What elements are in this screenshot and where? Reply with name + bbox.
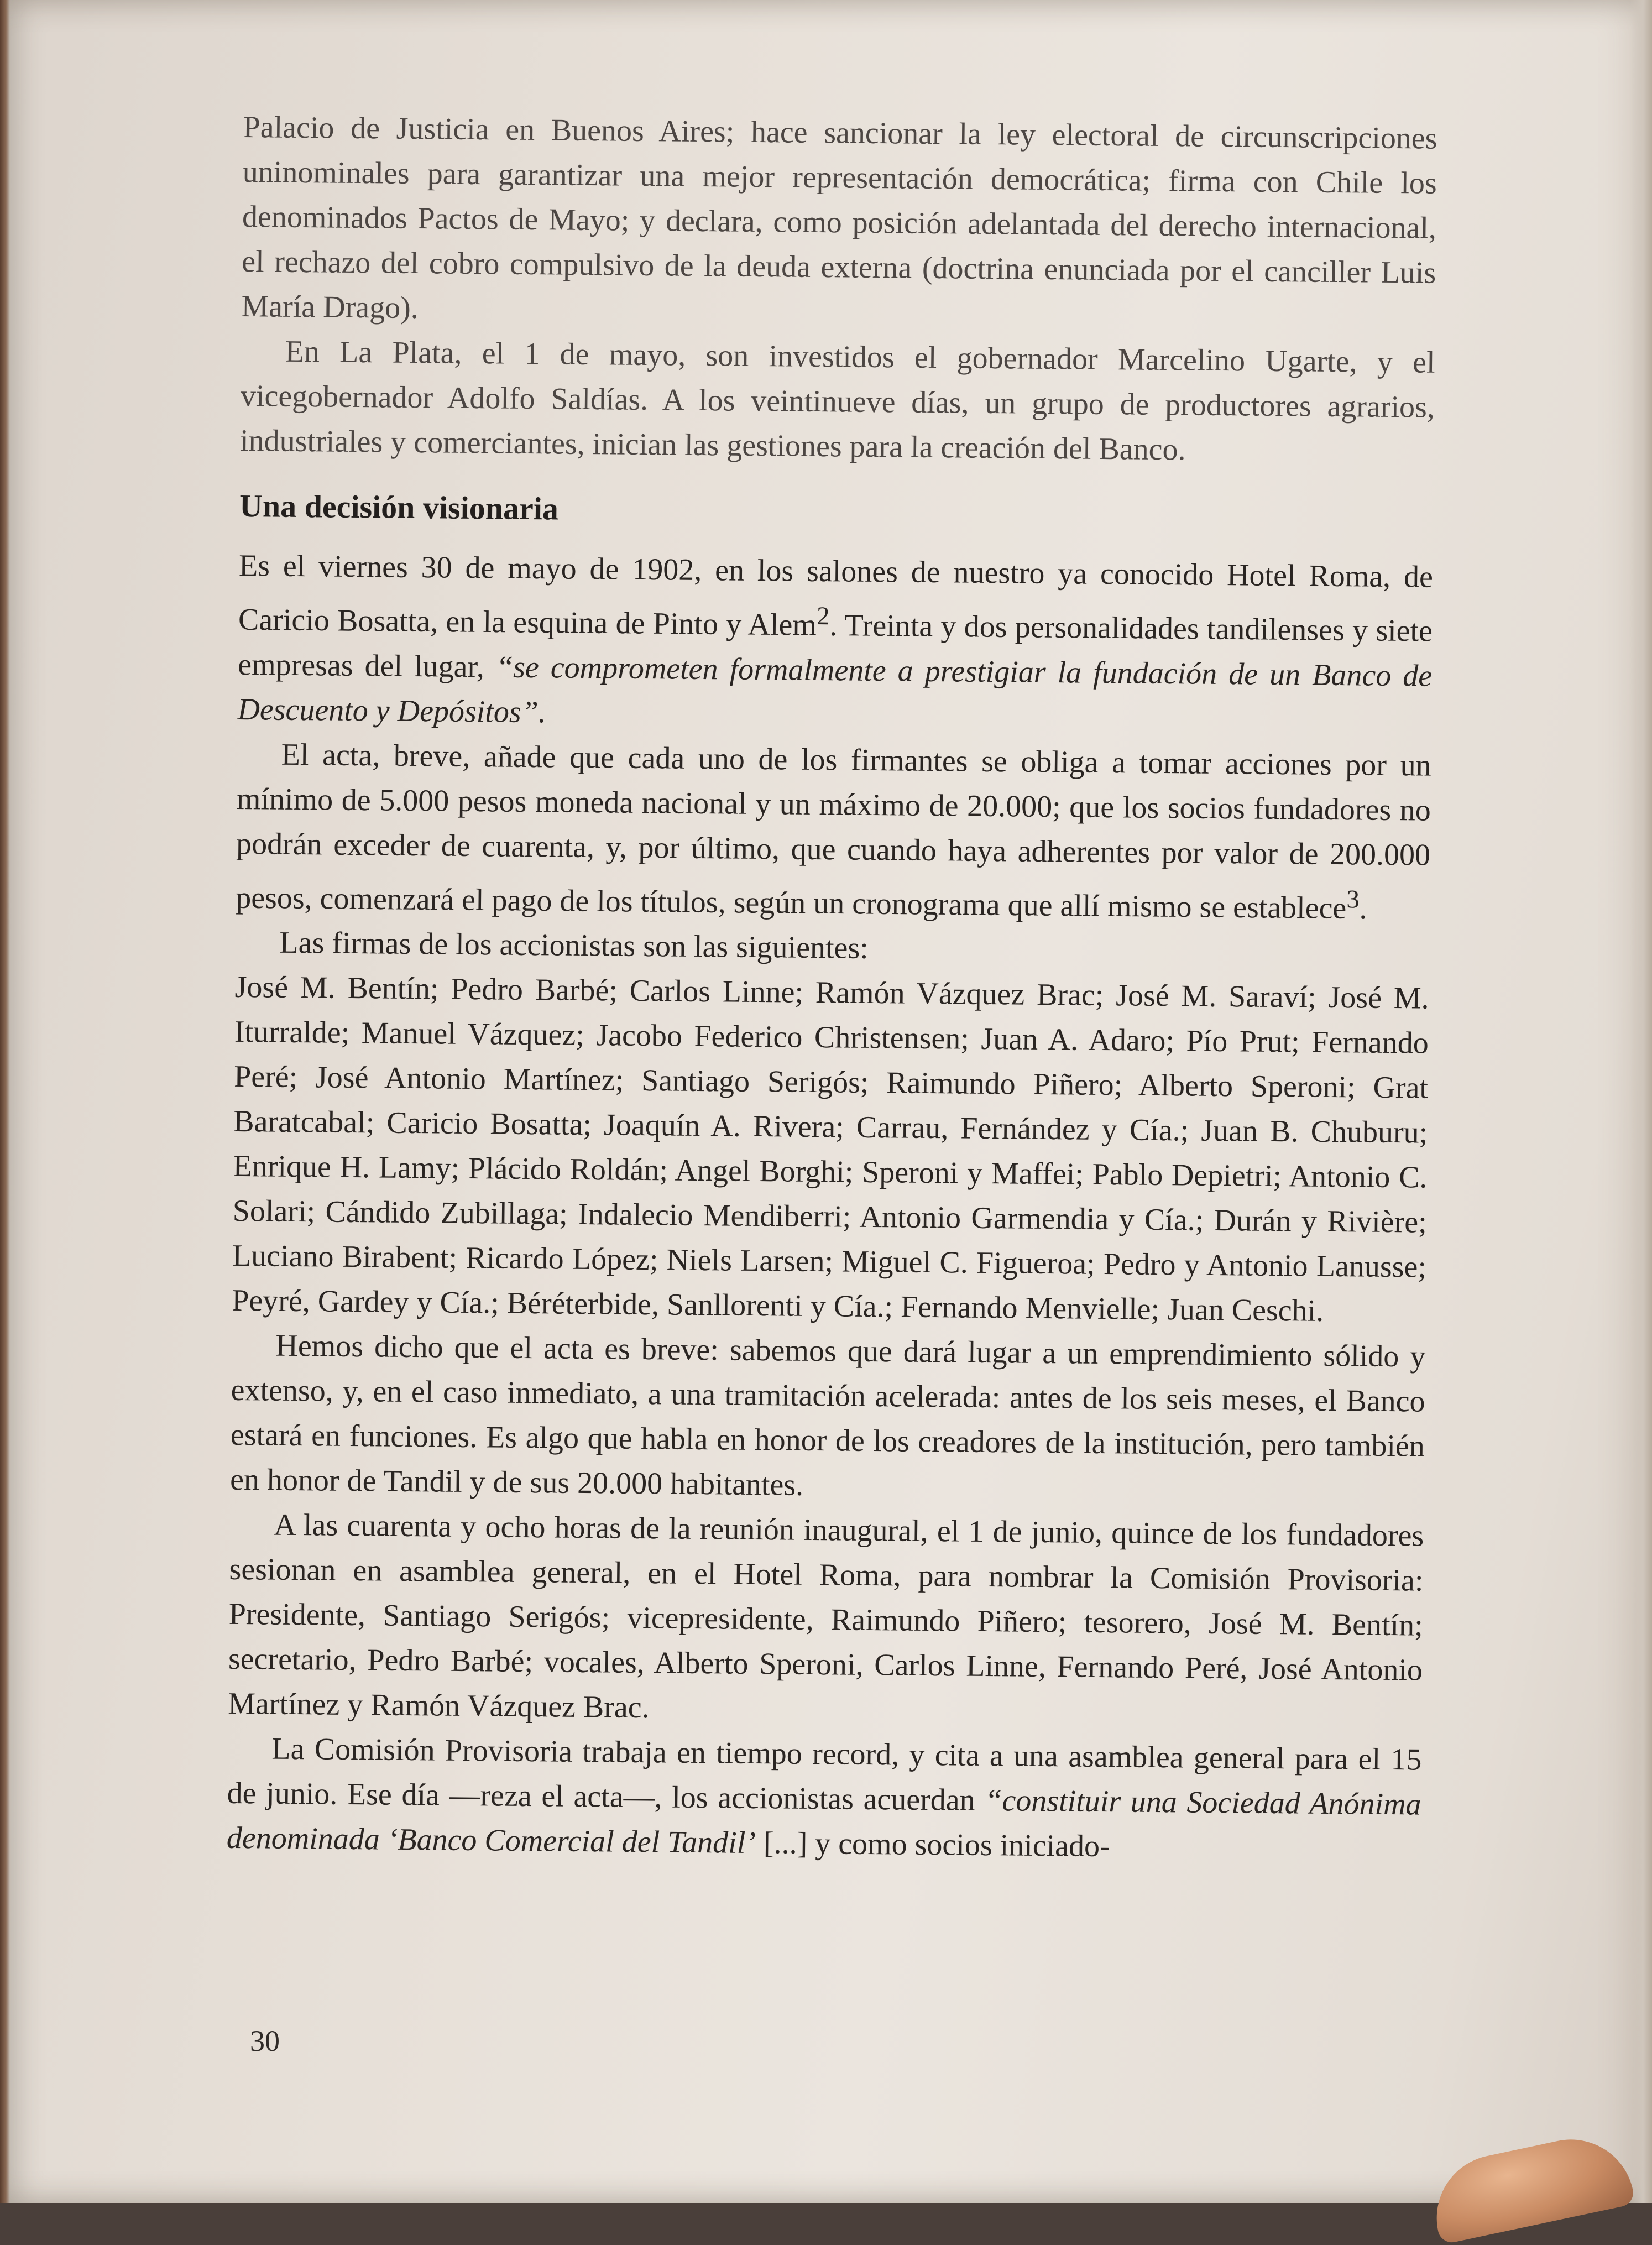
paragraph-asamblea: A las cuarenta y ocho horas de la reunión inaugural, el 1 de junio, quince de los fundadores sesionan en asamblea general, en el Hotel Roma, para nombrar la Comisión Provisoria: Presidente, Santiago Serigós; vicepresidente, Raimundo Piñero; tesorero, José M. Bentín; secretario, Pedro Barbé; vocales, Alberto Speroni, Carlos Linne, Fernando Peré, José Antonio Martínez y Ramón Vázquez Brac.: [227, 1507, 1424, 1725]
section-heading: Una decisión visionaria: [239, 487, 559, 527]
page-number: 30: [250, 2024, 280, 2058]
acta-text-a: El acta, breve, añade que cada uno de los firmantes se obliga a tomar acciones por un mínimo de 5.000 pesos moneda nacional y un máximo de 20.000; que los socios fundadores no podrán exceder de cuarenta, y, por último, que cuando haya adherentes por valor de 200.000 pesos, comenzará el pago de los títulos, según un cronograma que allí mismo se establece: [235, 737, 1431, 926]
paragraph-acta: [236, 732, 1431, 932]
founding-text-b: . Treinta y dos personalidades tandilenses y siete empresas del lugar,: [237, 608, 1433, 685]
page-edge: [1630, 0, 1652, 2203]
paragraph-acta-breve: Hemos dicho que el acta es breve: sabemos que dará lugar a un emprendimiento sólido y extenso, y, en el caso inmediato, a una tramitación acelerada: antes de los seis meses, el Banco estará en funciones. Es algo que habla en honor de los creadores de la institución, pero también en honor de Tandil y de sus 20.000 habitantes.: [229, 1328, 1426, 1503]
comision-text-b: [...] y como socios iniciado-: [755, 1826, 1110, 1864]
founding-text-a: Es el viernes 30 de mayo de 1902, en los salones de nuestro ya conocido Hotel Roma, de Caricio Bosatta, en la esquina de Pinto y Alem: [238, 548, 1434, 643]
paragraph-firmas-intro: Las firmas de los accionistas son las siguientes:: [279, 926, 869, 966]
body-text: [227, 105, 1437, 1872]
paragraph-founding: [237, 544, 1433, 743]
footnote-marker-3: 3: [1346, 884, 1360, 914]
footnote-marker-2: 2: [816, 601, 830, 631]
thumb: [1425, 2128, 1635, 2245]
founding-quote: “se comprometen formalmente a prestigiar la fundación de un Banco de Descuento y Depósitos”.: [237, 650, 1433, 729]
book-spine: [0, 0, 10, 2203]
comision-text-a: La Comisión Provisoria trabaja en tiempo record, y cita a una asamblea general para el 15 de junio. Ese día —reza el acta—, los accionistas acuerdan: [227, 1731, 1422, 1818]
paragraph-intro: Palacio de Justicia en Buenos Aires; hace sancionar la ley electoral de circunscripciones uninominales para garantizar una mejor representación democrática; firma con Chile los denominados Pactos de Mayo; y declara, como posición adelantada del derecho internacional, el rechazo del cobro compulsivo de la deuda externa (doctrina enunciada por el canciller Luis María Drago).: [241, 109, 1437, 326]
comision-quote: “constituir una Sociedad Anónima denominada ‘Banco Comercial del Tandil’: [226, 1783, 1421, 1861]
paragraph-la-plata: En La Plata, el 1 de mayo, son investidos el gobernador Marcelino Ugarte, y el vicegobernador Adolfo Saldías. A los veintinueve días, un grupo de productores agrarios, industriales y comerciantes, inician las gestiones para la creación del Banco.: [239, 334, 1435, 467]
shareholder-names-list: José M. Bentín; Pedro Barbé; Carlos Linne; Ramón Vázquez Brac; José M. Saraví; José M. Iturralde; Manuel Vázquez; Jacobo Federico Christensen; Juan A. Adaro; Pío Prut; Fernando Peré; José Antonio Martínez; Santiago Serigós; Raimundo Piñero; Alberto Speroni; Grat Baratcabal; Caricio Bosatta; Joaquín A. Rivera; Carrau, Fernández y Cía.; Juan B. Chuburu; Enrique H. Lamy; Plácido Roldán; Angel Borghi; Speroni y Maffei; Pablo Depietri; Antonio C. Solari; Cándido Zubillaga; Indalecio Mendiberri; Antonio Garmendia y Cía.; Durán y Rivière; Luciano Birabent; Ricardo López; Niels Larsen; Miguel C. Figueroa; Pedro y Antonio Lanusse; Peyré, Gardey y Cía.; Béréterbide, Sanllorenti y Cía.; Fernando Menvielle; Juan Ceschi.: [231, 970, 1429, 1329]
acta-text-b: .: [1359, 891, 1367, 926]
paragraph-comision: [227, 1726, 1422, 1872]
